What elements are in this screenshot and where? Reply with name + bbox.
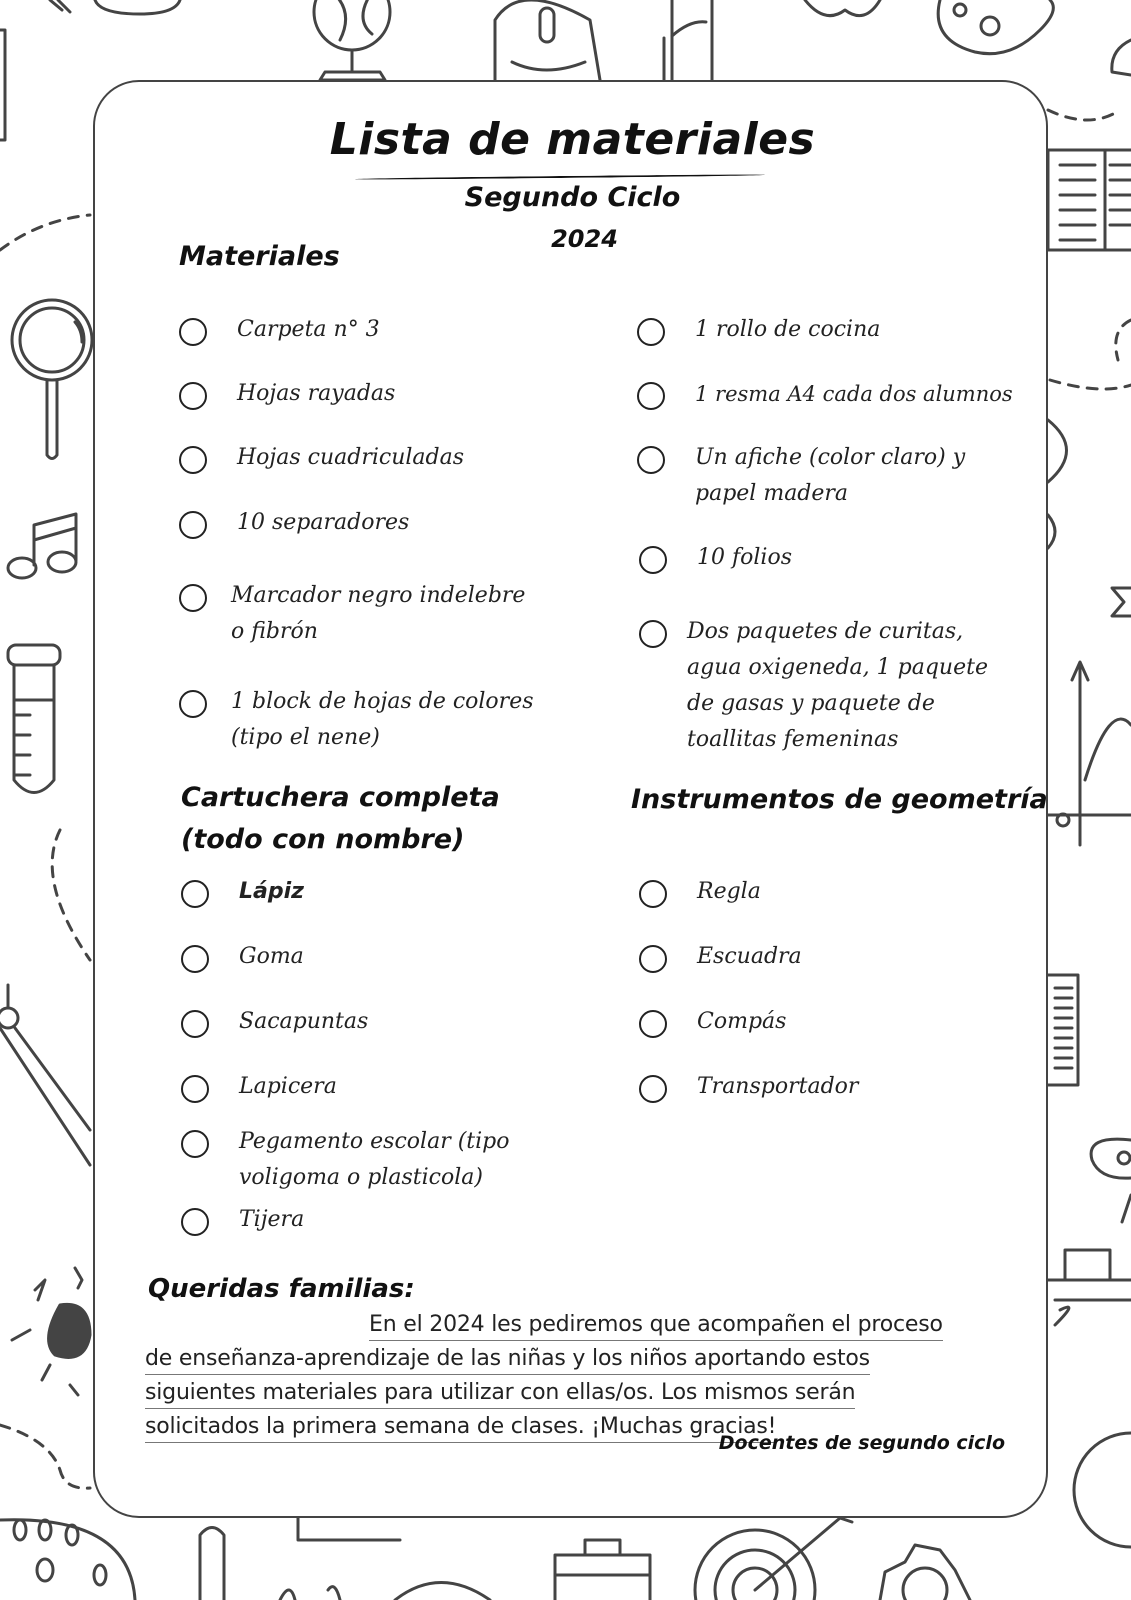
checklist-item[interactable]	[639, 618, 999, 758]
item-label: 1 rollo de cocina	[695, 317, 881, 342]
checkbox-circle[interactable]	[639, 945, 667, 973]
checkbox-circle[interactable]	[639, 620, 667, 648]
graph-doodle	[1048, 662, 1131, 845]
item-label: Regla	[697, 879, 761, 904]
item-label: Sacapuntas	[239, 1009, 369, 1034]
item-label: Lapicera	[239, 1074, 337, 1099]
half-circle-doodle	[1048, 420, 1067, 482]
item-label: Marcador negro indelebre o fibrón	[231, 583, 526, 644]
checkbox-circle[interactable]	[179, 690, 207, 718]
checkbox-circle[interactable]	[181, 1075, 209, 1103]
dashed-arc-doodle	[52, 830, 90, 960]
cartuchera-heading: Cartuchera completa (todo con nombre)	[181, 782, 500, 855]
item-label: Dos paquetes de curitas, agua oxigeneda, 1 paquete de gasas y paquete de toallitas femeninas	[687, 619, 988, 752]
item-label: 1 block de hojas de colores (tipo el nene)	[231, 689, 534, 750]
checkbox-circle[interactable]	[639, 546, 667, 574]
checklist-item[interactable]	[637, 444, 987, 512]
checklist-item[interactable]	[179, 688, 549, 756]
item-label: Transportador	[697, 1074, 859, 1099]
apple-doodle	[805, 0, 880, 16]
scribble-burst-doodle	[12, 1268, 90, 1395]
checklist-item[interactable]	[639, 878, 989, 910]
checkbox-circle[interactable]	[639, 1075, 667, 1103]
dashed-curve-doodle	[1048, 110, 1120, 120]
checklist-item[interactable]	[639, 1008, 989, 1040]
item-label: Un afiche (color claro) y papel madera	[695, 445, 966, 506]
sigma-icon	[1112, 588, 1131, 616]
checklist-item[interactable]	[181, 943, 561, 975]
circle-doodle	[1074, 1433, 1131, 1547]
families-message-line: En el 2024 les pediremos que acompañen el proceso	[369, 1310, 943, 1341]
checkbox-circle[interactable]	[179, 584, 207, 612]
item-label: Hojas rayadas	[237, 381, 396, 406]
title-underline	[355, 174, 765, 180]
paperclip-doodle	[200, 1528, 224, 1600]
checkbox-circle[interactable]	[637, 318, 665, 346]
pencil-doodle	[95, 0, 180, 14]
page-year: 2024	[551, 225, 618, 253]
checkbox-circle[interactable]	[179, 511, 207, 539]
rocket-doodle	[495, 0, 600, 80]
checklist-item[interactable]	[181, 1128, 541, 1196]
chart-board-doodle	[298, 1518, 400, 1540]
item-label: Pegamento escolar (tipo voligoma o plasticola)	[239, 1129, 510, 1190]
dashed-swirl-doodle	[0, 1425, 90, 1488]
checklist-item[interactable]	[179, 316, 559, 348]
frame-edge-doodle	[0, 30, 5, 140]
checklist-item[interactable]	[179, 380, 559, 412]
checkbox-circle[interactable]	[639, 880, 667, 908]
target-doodle	[695, 1518, 852, 1600]
item-label: 10 folios	[697, 545, 792, 570]
palette-doodle	[938, 0, 1053, 54]
checkbox-circle[interactable]	[637, 382, 665, 410]
cheese-doodle	[0, 1520, 135, 1600]
checkbox-circle[interactable]	[637, 446, 665, 474]
globe-doodle	[314, 0, 390, 80]
families-message-line: de enseñanza-aprendizaje de las niñas y los niños aportando estos	[145, 1344, 870, 1375]
materiales-heading: Materiales	[179, 241, 340, 272]
dashed-circle-doodle	[1050, 320, 1131, 389]
music-note-doodle	[8, 514, 76, 578]
bird-doodle	[280, 1587, 340, 1600]
item-label: Escuadra	[697, 944, 802, 969]
checklist-item[interactable]	[639, 1073, 989, 1105]
stool-doodle	[1045, 1250, 1131, 1325]
ball-doodle	[395, 1583, 490, 1600]
checklist-item[interactable]	[179, 509, 559, 541]
checklist-item[interactable]	[181, 878, 561, 910]
dashed-path-doodle	[0, 215, 90, 250]
checkbox-circle[interactable]	[181, 1010, 209, 1038]
checklist-item[interactable]	[181, 1073, 561, 1105]
bracket-doodle	[1048, 515, 1055, 548]
test-tube-doodle	[8, 645, 60, 793]
checkbox-circle[interactable]	[181, 1208, 209, 1236]
comb-doodle	[1048, 975, 1078, 1085]
checkbox-circle[interactable]	[179, 446, 207, 474]
ruler-doodle	[664, 0, 712, 80]
page-title: Lista de materiales	[329, 114, 816, 165]
checkbox-circle[interactable]	[179, 382, 207, 410]
chalk-doodle	[1112, 40, 1131, 75]
checklist-item[interactable]	[179, 582, 539, 650]
item-label: 1 resma A4 cada dos alumnos	[695, 382, 1013, 406]
cell-doodle	[1091, 1139, 1131, 1222]
scribble-doodle	[50, 0, 70, 12]
checklist-item[interactable]	[179, 444, 559, 476]
checklist-item[interactable]	[637, 380, 1037, 412]
page-subtitle: Segundo Ciclo	[464, 182, 681, 213]
checklist-item[interactable]	[637, 316, 1037, 348]
checklist-item[interactable]	[181, 1008, 561, 1040]
families-heading: Queridas familias:	[148, 1274, 415, 1304]
item-label: Compás	[697, 1009, 787, 1034]
briefcase-doodle	[555, 1540, 650, 1600]
families-message-line: siguientes materiales para utilizar con ellas/os. Los mismos serán	[145, 1378, 855, 1409]
item-label: Lápiz	[239, 879, 304, 904]
checkbox-circle[interactable]	[181, 1130, 209, 1158]
geometria-heading: Instrumentos de geometría	[631, 784, 1048, 815]
materials-list-card	[93, 80, 1048, 1518]
item-label: Hojas cuadriculadas	[237, 445, 465, 470]
checkbox-circle[interactable]	[179, 318, 207, 346]
checklist-item[interactable]	[181, 1206, 561, 1238]
gear-doodle	[880, 1545, 970, 1600]
item-label: Carpeta n° 3	[237, 317, 380, 342]
checklist-item[interactable]	[639, 544, 989, 576]
checkbox-circle[interactable]	[181, 880, 209, 908]
magnifier-doodle	[12, 300, 92, 459]
checkbox-circle[interactable]	[181, 945, 209, 973]
item-label: Tijera	[239, 1207, 305, 1232]
families-message-line: solicitados la primera semana de clases. ¡Muchas gracias!	[145, 1412, 776, 1443]
checkbox-circle[interactable]	[639, 1010, 667, 1038]
signature: Docentes de segundo ciclo	[718, 1432, 1005, 1454]
item-label: 10 separadores	[237, 510, 410, 535]
checklist-item[interactable]	[639, 943, 989, 975]
item-label: Goma	[239, 944, 304, 969]
compass-doodle	[0, 985, 90, 1165]
